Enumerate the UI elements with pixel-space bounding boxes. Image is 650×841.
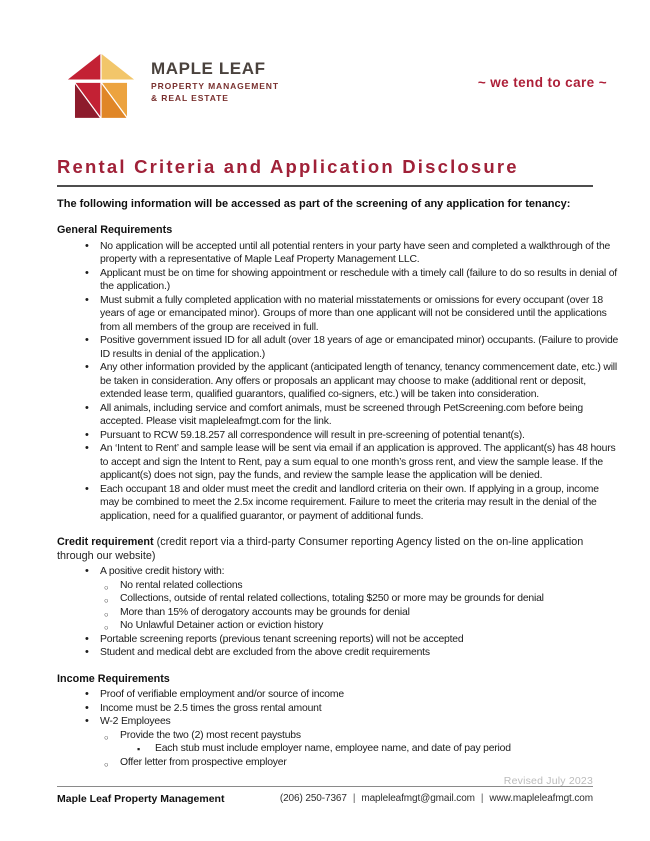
list-item: ○ No Unlawful Detainer action or eviction history (57, 619, 620, 633)
list-item: • Applicant must be on time for showing appointment or reschedule with a timely call (failure to do so results in denial of the application.) (57, 267, 620, 294)
list-item: ○ Offer letter from prospective employer (57, 756, 620, 770)
income-requirements-list (57, 688, 620, 769)
section-income-requirements (57, 673, 620, 770)
logo-company-name: MAPLE LEAF (151, 59, 266, 78)
footer-divider: | (352, 793, 356, 804)
footer-divider: | (480, 793, 484, 804)
list-item: • Portable screening reports (previous tenant screening reports) will not be accepted (57, 633, 620, 647)
revision-note: Revised July 2023 (503, 775, 593, 788)
list-item: ○ More than 15% of derogatory accounts may be grounds for denial (57, 606, 620, 620)
section-heading: Income Requirements (57, 672, 170, 685)
list-item: ○ Provide the two (2) most recent paystubs (57, 729, 620, 743)
list-item: ○ No rental related collections (57, 579, 620, 593)
logo-text (151, 52, 279, 120)
footer-email: mapleleafmgt@gmail.com (361, 793, 475, 804)
list-item: • Must submit a fully completed application with no material misstatements or omissions for every occupant (over 18 years of age or emancipated minor). Groups of more than one applicant will not be considered until the applications from all members of the group are received in full. (57, 294, 620, 335)
section-credit-requirement (57, 536, 620, 660)
document-body (0, 156, 650, 787)
list-item: • No application will be accepted until all potential renters in your party have seen and completed a walkthrough of the property with a representative of Maple Leaf Property Management LLC. (57, 240, 620, 267)
section-heading-suffix: (credit report via a third-party Consumer reporting Agency listed on the on-line application through our website) (57, 536, 584, 562)
list-item: ▪ Each stub must include employer name, employee name, and date of pay period (57, 742, 620, 756)
list-item: • Positive government issued ID for all adult (over 18 years of age or emancipated minor) occupants. (Failure to provide ID results in denial of the application.) (57, 334, 620, 361)
title-divider (57, 185, 593, 187)
section-heading: General Requirements (57, 224, 173, 236)
logo-subtitle-line2: & REAL ESTATE (151, 93, 229, 103)
intro-statement: The following information will be accessed as part of the screening of any application for tenancy: (57, 198, 571, 210)
list-item: • Any other information provided by the applicant (anticipated length of tenancy, tenancy commencement date, etc.) will be taken in consideration. Any offers or proposals an applicant may choose to make (additional rent or deposit, extended lease term, qualified guarantors, qualified co-signers, etc.) will be taken into consideration. (57, 361, 620, 402)
footer-contact-info (280, 793, 593, 804)
company-tagline: ~ we tend to care ~ (477, 75, 607, 90)
list-item: • An ‘Intent to Rent’ and sample lease will be sent via email if an application is approved. The applicant(s) has 48 hours to accept and sign the Intent to Rent, pay a sum equal to one month’s gross rent, and view the sample lease. If the applicant(s) does not sign, pay the funds, and review the sample lease the application will be denied. (57, 442, 620, 483)
section-general-requirements (57, 224, 620, 523)
footer-website: www.mapleleafmgt.com (489, 793, 593, 804)
page-title: Rental Criteria and Application Disclosure (57, 156, 519, 177)
list-item: ○ Collections, outside of rental related collections, totaling $250 or more may be grounds for denial (57, 592, 620, 606)
general-requirements-list (57, 240, 620, 524)
list-item: • Student and medical debt are excluded from the above credit requirements (57, 646, 620, 660)
list-item: • Income must be 2.5 times the gross rental amount (57, 702, 620, 716)
list-item: • A positive credit history with: (57, 565, 620, 579)
list-item: • Proof of verifiable employment and/or source of income (57, 688, 620, 702)
list-item: • Pursuant to RCW 59.18.257 all correspondence will result in pre-screening of potential tenant(s). (57, 429, 620, 443)
company-logo (64, 52, 279, 120)
logo-subtitle-line1: PROPERTY MANAGEMENT (151, 80, 279, 91)
list-item: • Each occupant 18 and older must meet the credit and landlord criteria on their own. If applying in a group, income may be combined to meet the 2.5x income requirement. Failure to meet the criteria may result in the denial of the application, need for a qualified guarantor, or payment of additional funds. (57, 483, 620, 524)
document-footer (57, 786, 593, 805)
list-item: • W-2 Employees (57, 715, 620, 729)
section-heading: Credit requirement (57, 536, 154, 549)
list-item: • All animals, including service and comfort animals, must be screened through PetScreening.com before being accepted. Please visit mapleleafmgt.com for the link. (57, 402, 620, 429)
footer-phone: (206) 250-7367 (279, 793, 347, 804)
footer-company-name: Maple Leaf Property Management (57, 793, 225, 805)
triangle-house-logo-icon (64, 52, 138, 120)
credit-requirement-list (57, 565, 620, 660)
document-header (0, 0, 650, 120)
